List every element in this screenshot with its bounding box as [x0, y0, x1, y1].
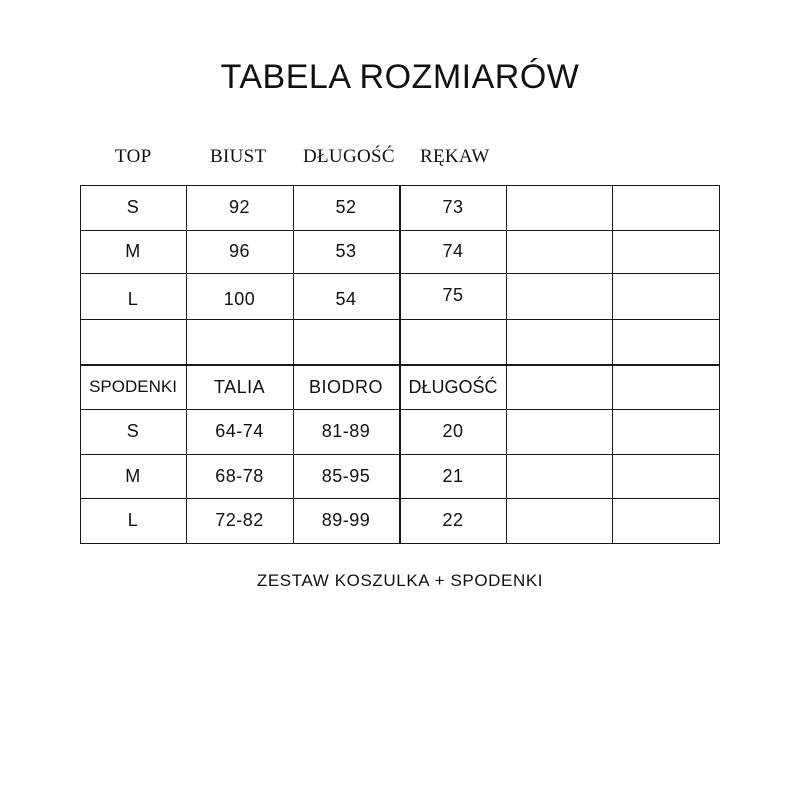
shorts-waist-cell: 72-82 [215, 510, 264, 530]
column-divider [612, 185, 613, 544]
top-bust-cell: 100 [223, 289, 256, 309]
length-header-label: DŁUGOŚĆ [303, 146, 395, 167]
hip-header-label: BIODRO [308, 376, 383, 397]
top-bust-cell: 92 [228, 197, 251, 217]
footer-caption: ZESTAW KOSZULKA + SPODENKI [256, 571, 544, 590]
top-header-label: TOP [115, 146, 152, 167]
top-sleeve-cell: 74 [442, 241, 464, 261]
shorts-hip-cell: 85-95 [321, 465, 371, 486]
shorts-waist-cell: 68-78 [215, 465, 264, 486]
top-sleeve-cell: 73 [442, 197, 464, 217]
shorts-size-cell: L [127, 510, 139, 530]
shorts-size-cell: S [126, 421, 140, 441]
waist-header-label: TALIA [213, 376, 266, 397]
shorts-hip-cell: 89-99 [321, 510, 371, 530]
bust-header-label: BIUST [210, 146, 267, 167]
table-border [719, 185, 720, 544]
top-size-cell: M [125, 241, 141, 261]
top-length-cell: 54 [335, 289, 357, 309]
shorts-length-header-label: DŁUGOŚĆ [408, 376, 498, 397]
page-title: TABELA ROZMIARÓW [220, 58, 580, 96]
top-size-cell: L [127, 289, 139, 309]
shorts-hip-cell: 81-89 [321, 421, 371, 441]
shorts-length-cell: 20 [442, 421, 464, 441]
size-table [80, 185, 720, 544]
top-length-cell: 52 [335, 197, 357, 217]
shorts-length-cell: 21 [442, 465, 464, 486]
top-length-cell: 53 [335, 241, 357, 261]
column-divider [506, 185, 507, 544]
top-sleeve-cell: 75 [442, 285, 464, 305]
shorts-length-cell: 22 [442, 510, 464, 530]
shorts-waist-cell: 64-74 [215, 421, 264, 441]
shorts-header-label: SPODENKI [89, 377, 177, 396]
top-bust-cell: 96 [228, 241, 251, 261]
shorts-size-cell: M [125, 465, 141, 486]
sleeve-header-label: RĘKAW [420, 146, 490, 167]
top-size-cell: S [126, 197, 140, 217]
